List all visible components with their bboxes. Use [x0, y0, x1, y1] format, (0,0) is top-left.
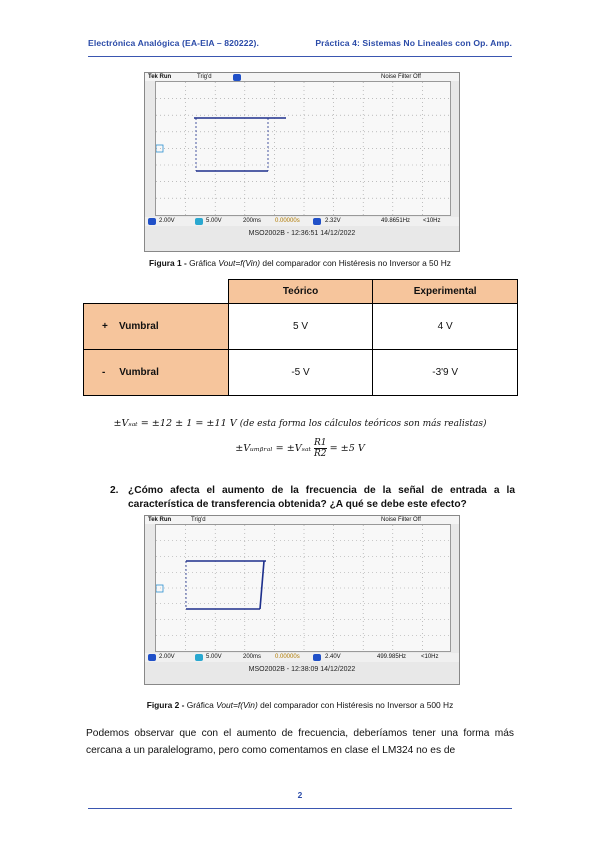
fraction-r1-r2: $\frac{R1}{R2}$ — [314, 438, 327, 459]
scope-run-status: Tek Run — [148, 517, 172, 523]
trigger-level: 2.40V — [325, 654, 341, 660]
table-header-teorico: Teórico — [228, 280, 373, 304]
scope-screen — [155, 81, 451, 216]
ch1-scale: 2.00V — [159, 218, 175, 224]
header-course: Electrónica Analógica (EA-EIA – 820222). — [88, 38, 260, 48]
body-paragraph: Podemos observar que con el aumento de frecuencia, deberíamos tener una forma más cercana a un paralelogramo, pero como comentamos en clase el LM324 no es de — [86, 728, 514, 756]
scope-noise-filter: Noise Filter Off — [381, 517, 421, 523]
frequency-readout-2: <10Hz — [423, 218, 441, 224]
figure-2-scope — [144, 515, 460, 685]
figure-2-caption: Figura 2 - Gráfica Vout=f(Vin) del comparador con Histéresis no Inversor a 500 Hz — [146, 700, 454, 710]
time-scale: 200ms — [243, 218, 262, 224]
row-label-negative: - Vumbral — [84, 350, 229, 396]
table-header-row — [84, 280, 518, 304]
header-rule — [88, 56, 512, 57]
equation-vsat: ±Vₛₐₜ = ±12 ± 1 = ±11 V (de esta forma los cálculos teóricos son más realistas) — [113, 418, 487, 429]
scope-screen — [155, 524, 451, 652]
ch2-scale: 5.00V — [206, 218, 222, 224]
table-row — [84, 304, 518, 350]
table-row — [84, 350, 518, 396]
scope-status-bar — [145, 73, 459, 81]
ch1-icon — [148, 654, 156, 661]
question-number: 2. — [110, 485, 119, 496]
equation-vumbral: ±Vᵤₘᵦᵣₐₗ = ±Vₛₐₜ $\frac{R1}{R2}$ = ±5 V — [235, 438, 365, 459]
scope-timestamp: MSO2002B - 12:38:09 14/12/2022 — [248, 666, 356, 673]
row-label-positive: + Vumbral — [84, 304, 229, 350]
scope-noise-filter: Noise Filter Off — [381, 74, 421, 80]
figure-1-caption: Figura 1 - Gráfica Vout=f(Vin) del comparador con Histéresis no Inversor a 50 Hz — [149, 258, 451, 268]
cell-experimental-positive: 4 V — [373, 304, 518, 350]
scope-status-bar — [145, 516, 459, 524]
trigger-source-icon — [313, 654, 321, 661]
cell-teorico-negative: -5 V — [228, 350, 373, 396]
cell-experimental-negative: -3'9 V — [373, 350, 518, 396]
header-practice: Práctica 4: Sistemas No Lineales con Op. Amp. — [315, 38, 512, 48]
frequency-readout-2: <10Hz — [421, 654, 439, 660]
ch2-scale: 5.00V — [206, 654, 222, 660]
xy-plot — [156, 525, 452, 651]
ch1-scale: 2.00V — [159, 654, 175, 660]
ch1-icon — [148, 218, 156, 225]
scope-timestamp: MSO2002B - 12:36:51 14/12/2022 — [248, 230, 356, 237]
ch2-icon — [195, 654, 203, 661]
trigger-source-icon — [313, 218, 321, 225]
frequency-readout: 499.985Hz — [377, 654, 407, 660]
xy-plot — [156, 82, 452, 215]
trigger-marker-icon — [233, 74, 241, 81]
page-number: 2 — [297, 790, 303, 800]
ch-offset-marker — [156, 585, 163, 592]
frequency-readout: 49.8651Hz — [381, 218, 411, 224]
scope-run-status: Tek Run — [148, 74, 172, 80]
horizontal-position: 0.00000s — [275, 218, 300, 224]
scope-trig-status: Trig'd — [191, 517, 206, 523]
ch-offset-marker — [156, 145, 163, 152]
cell-teorico-positive: 5 V — [228, 304, 373, 350]
time-scale: 200ms — [243, 654, 262, 660]
hysteresis-trace — [194, 118, 286, 171]
question-text: ¿Cómo afecta el aumento de la frecuencia de la señal de entrada a la característica de transferencia obtenida? ¿A qué se debe este efecto? — [128, 485, 515, 510]
trigger-level: 2.32V — [325, 218, 341, 224]
hysteresis-trace — [186, 561, 266, 609]
scope-readout-bar — [145, 217, 459, 226]
scope-readout-bar — [145, 653, 459, 662]
horizontal-position: 0.00000s — [275, 654, 300, 660]
figure-1-scope — [144, 72, 460, 252]
ch2-icon — [195, 218, 203, 225]
scope-trig-status: Trig'd — [197, 74, 212, 80]
table-header-experimental: Experimental — [373, 280, 518, 304]
threshold-table — [83, 279, 518, 396]
table-header-empty — [84, 280, 229, 304]
question-2 — [110, 484, 515, 512]
footer-rule — [88, 808, 512, 809]
